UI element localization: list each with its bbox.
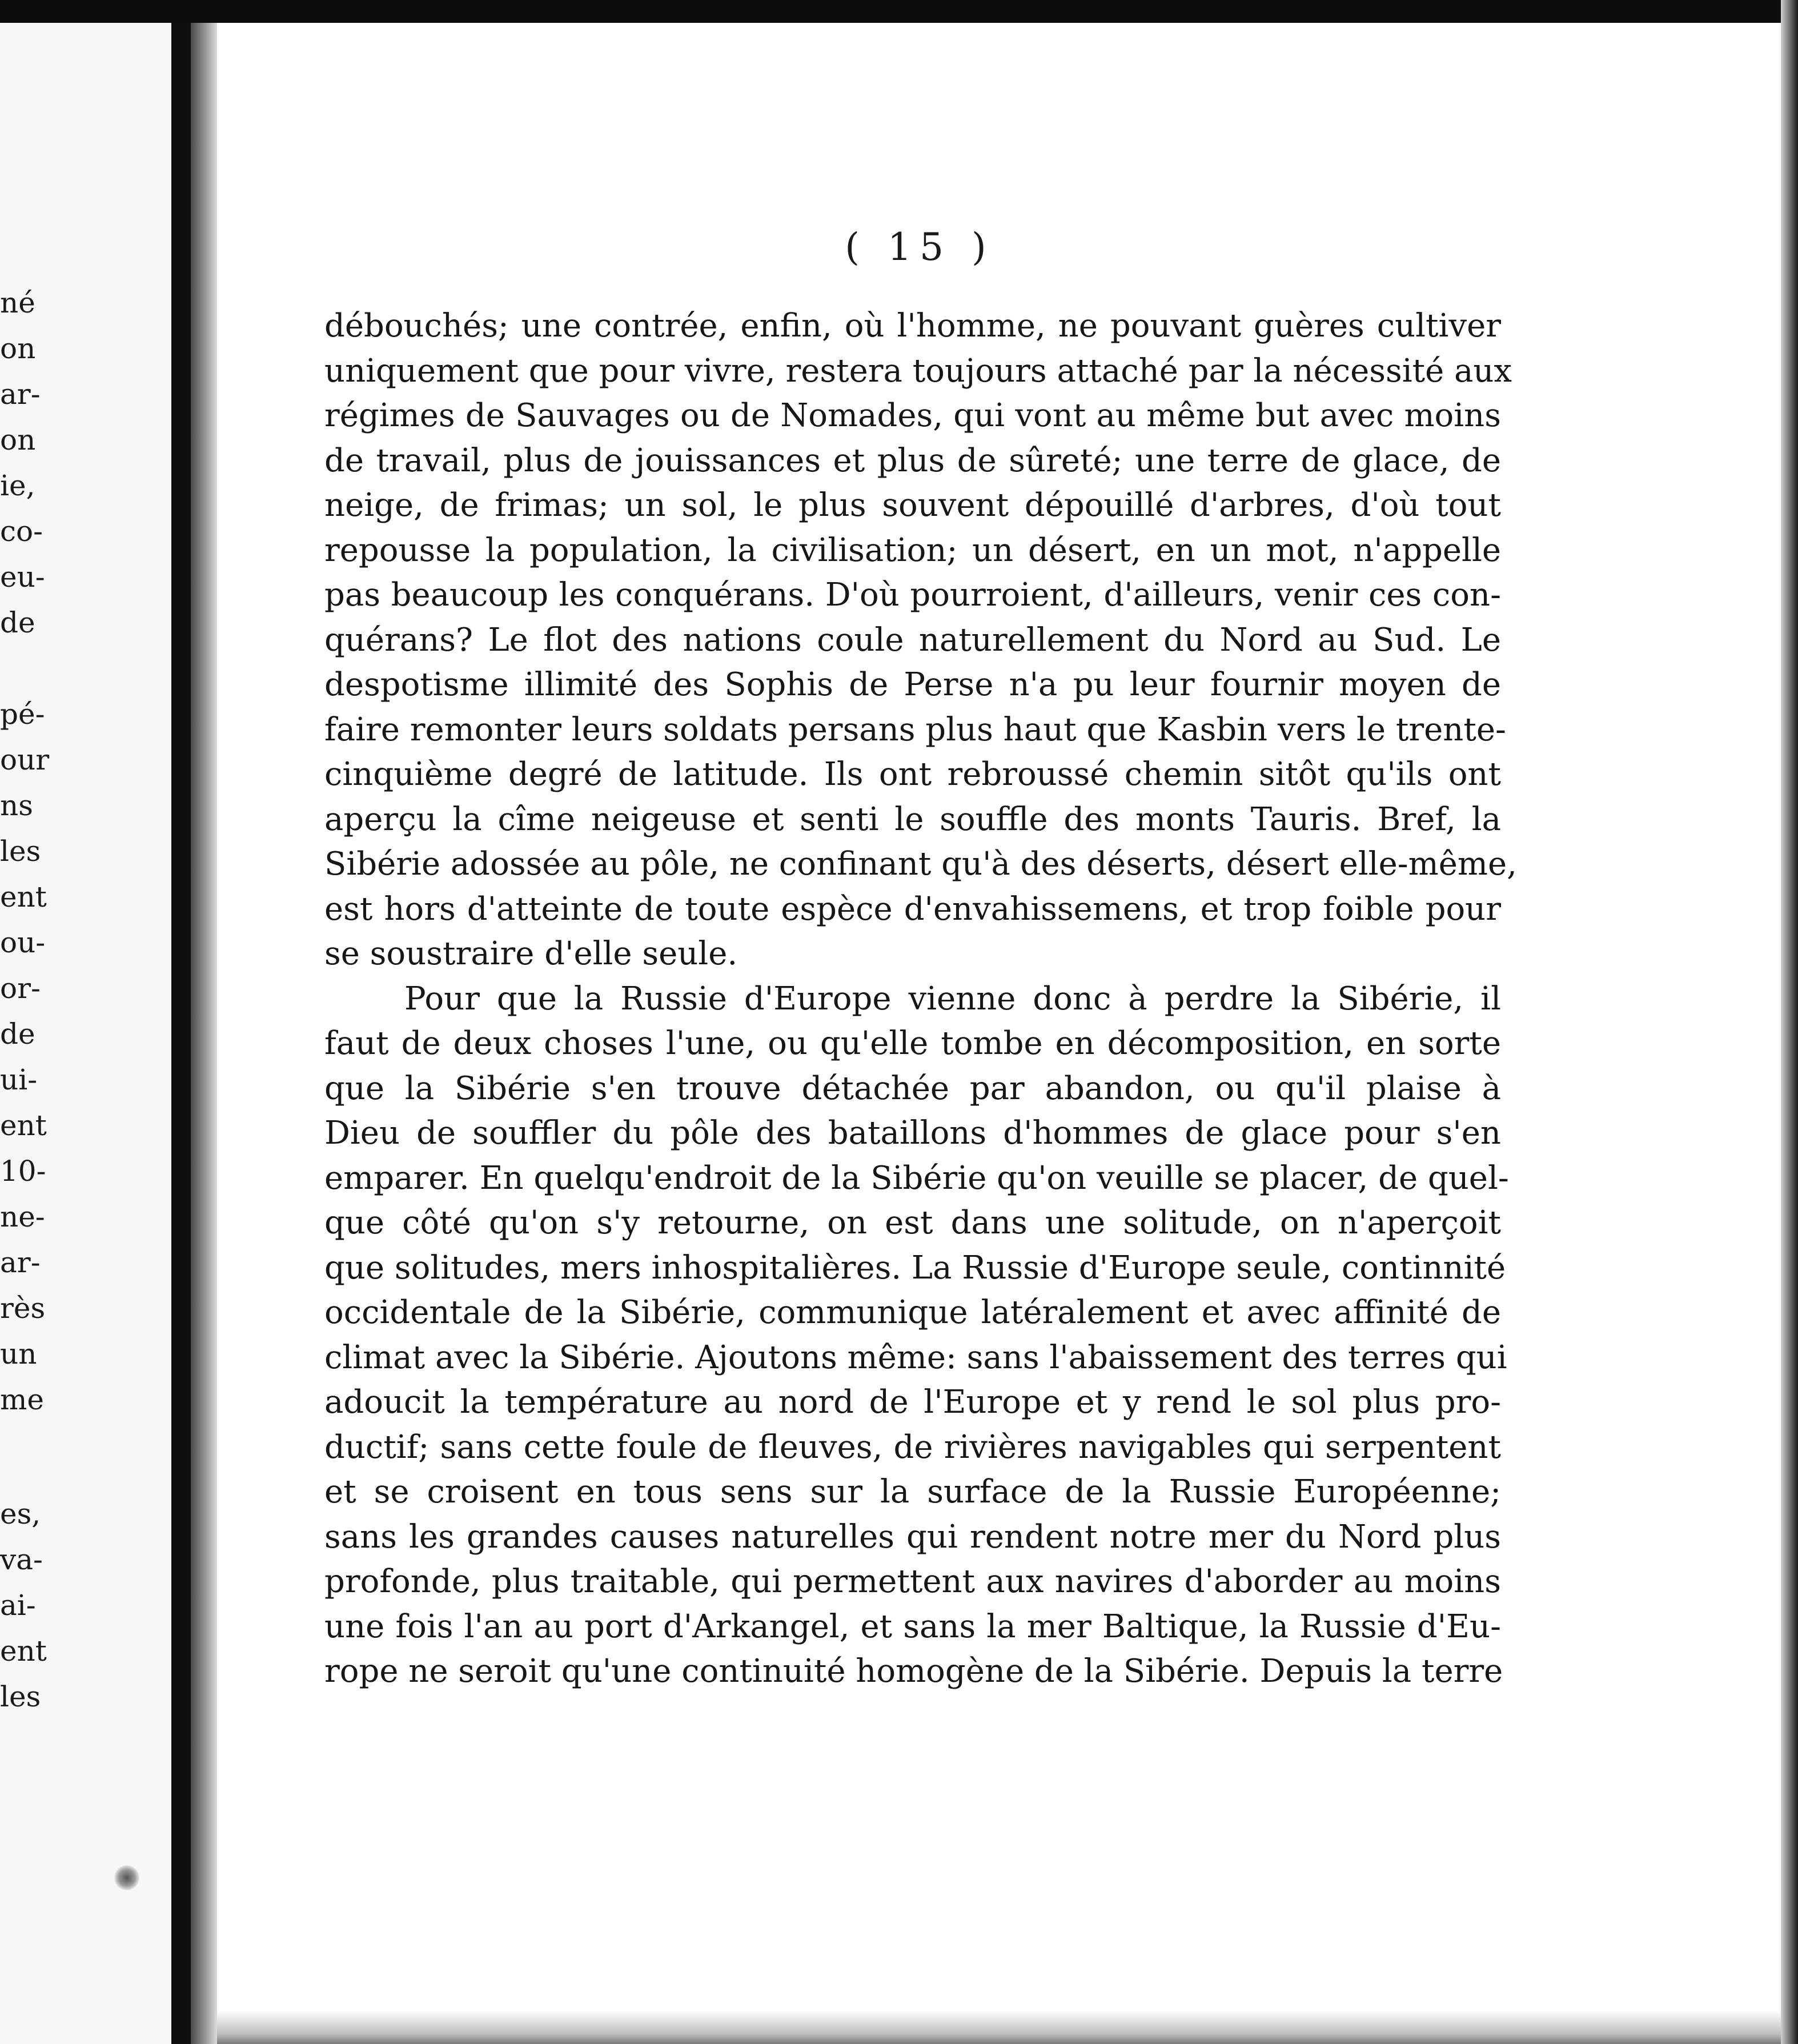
text-line: aperçu la cîme neigeuse et senti le souffle des monts Tauris. Bref, la (324, 800, 1501, 838)
facing-page-fragment: eu- (0, 560, 45, 594)
facing-page-fragment: 10- (0, 1155, 46, 1188)
text-line: est hors d'atteinte de toute espèce d'envahissemens, et trop foible pour (324, 890, 1501, 928)
text-line: climat avec la Sibérie. Ajoutons même: sans l'abaissement des terres qui (324, 1338, 1507, 1376)
facing-page-fragment: on (0, 423, 36, 456)
facing-page-fragment: es, (0, 1497, 41, 1530)
facing-page-fragment: les (0, 1680, 41, 1713)
text-line: repousse la population, la civilisation; un désert, en un mot, n'appelle (324, 531, 1501, 569)
facing-page-fragment: un (0, 1337, 37, 1370)
text-line: emparer. En quelqu'endroit de la Sibérie qu'on veuille se placer, de quel- (324, 1159, 1509, 1197)
facing-page-fragment: né (0, 286, 35, 319)
text-line: faut de deux choses l'une, ou qu'elle tombe en décomposition, en sorte (324, 1025, 1501, 1062)
body-text (324, 304, 1517, 1694)
text-line: ductif; sans cette foule de fleuves, de rivières navigables qui serpentent (324, 1428, 1501, 1466)
facing-page-fragment: ne- (0, 1200, 45, 1233)
facing-page-fragment: pé- (0, 698, 45, 731)
facing-page-fragment: our (0, 743, 50, 776)
facing-page-fragment: me (0, 1383, 45, 1416)
text-line: faire remonter leurs soldats persans plus haut que Kasbin vers le trente- (324, 711, 1506, 748)
facing-page-fragment: ent (0, 1634, 47, 1668)
text-line: sans les grandes causes naturelles qui rendent notre mer du Nord plus (324, 1518, 1501, 1556)
page-bottom-shadow (217, 2011, 1781, 2044)
facing-page-fragment: va- (0, 1543, 43, 1576)
text-line: Dieu de souffler du pôle des bataillons d'hommes de glace pour s'en (324, 1115, 1501, 1152)
facing-page-fragment: on (0, 332, 36, 365)
text-line: despotisme illimité des Sophis de Perse n'a pu leur fournir moyen de (324, 666, 1501, 703)
text-line: adoucit la température au nord de l'Europe et y rend le sol plus pro- (324, 1384, 1501, 1421)
text-line: une fois l'an au port d'Arkangel, et sans la mer Baltique, la Russie d'Eu- (324, 1608, 1501, 1645)
text-line: neige, de frimas; un sol, le plus souvent dépouillé d'arbres, d'où tout (324, 487, 1501, 524)
facing-page-edge (0, 23, 171, 2044)
facing-page-fragment: rès (0, 1292, 46, 1325)
text-line: quérans? Le flot des nations coule naturellement du Nord au Sud. Le (324, 621, 1501, 659)
gutter-shadow (171, 23, 191, 2044)
facing-page-fragment: ou- (0, 926, 46, 959)
text-line: régimes de Sauvages ou de Nomades, qui vont au même but avec moins (324, 397, 1501, 434)
text-line: pas beaucoup les conquérans. D'où pourroient, d'ailleurs, venir ces con- (324, 576, 1501, 614)
text-line: de travail, plus de jouissances et plus de sûreté; une terre de glace, de (324, 442, 1501, 479)
facing-page-fragment: ar- (0, 378, 41, 411)
facing-page-fragment: co- (0, 515, 43, 548)
text-line: que côté qu'on s'y retourne, on est dans une solitude, on n'aperçoit (324, 1204, 1501, 1241)
facing-page-fragment: ai- (0, 1589, 36, 1622)
ink-smudge-mark (114, 1865, 139, 1890)
text-line: débouchés; une contrée, enfin, où l'homme, ne pouvant guères cultiver (324, 307, 1501, 344)
paragraph-end-line: se soustraire d'elle seule. (324, 935, 738, 972)
facing-page-fragment: ent (0, 880, 47, 913)
text-line: cinquième degré de latitude. Ils ont rebroussé chemin sitôt qu'ils ont (324, 756, 1501, 793)
facing-page-fragment: ie, (0, 469, 35, 502)
text-line: Sibérie adossée au pôle, ne confinant qu'à des déserts, désert elle-même, (324, 845, 1517, 883)
text-line: profonde, plus traitable, qui permettent aux navires d'aborder au moins (324, 1563, 1501, 1600)
scan-top-edge (0, 0, 1798, 23)
scan-right-edge (1781, 0, 1798, 2044)
text-line: occidentale de la Sibérie, communique latéralement et avec affinité de (324, 1294, 1501, 1331)
paragraph-start-line: Pour que la Russie d'Europe vienne donc à perdre la Sibérie, il (404, 980, 1501, 1017)
text-line: que la Sibérie s'en trouve détachée par abandon, ou qu'il plaise à (324, 1069, 1501, 1107)
page-number: ( 15 ) (845, 225, 994, 269)
text-line: rope ne seroit qu'une continuité homogène de la Sibérie. Depuis la terre (324, 1653, 1503, 1690)
facing-page-fragment: de (0, 1017, 35, 1051)
facing-page-fragment: de (0, 606, 35, 639)
facing-page-fragment: or- (0, 972, 41, 1005)
text-line: et se croisent en tous sens sur la surface de la Russie Européenne; (324, 1473, 1501, 1510)
text-line: que solitudes, mers inhospitalières. La Russie d'Europe seule, continnité (324, 1249, 1506, 1286)
facing-page-fragment: ent (0, 1109, 47, 1142)
facing-page-fragment: ns (0, 789, 33, 822)
facing-page-fragment: ar- (0, 1246, 41, 1279)
text-line: uniquement que pour vivre, restera toujours attaché par la nécessité aux (324, 352, 1512, 390)
facing-page-fragment: ui- (0, 1063, 38, 1096)
facing-page-fragment: les (0, 835, 41, 868)
